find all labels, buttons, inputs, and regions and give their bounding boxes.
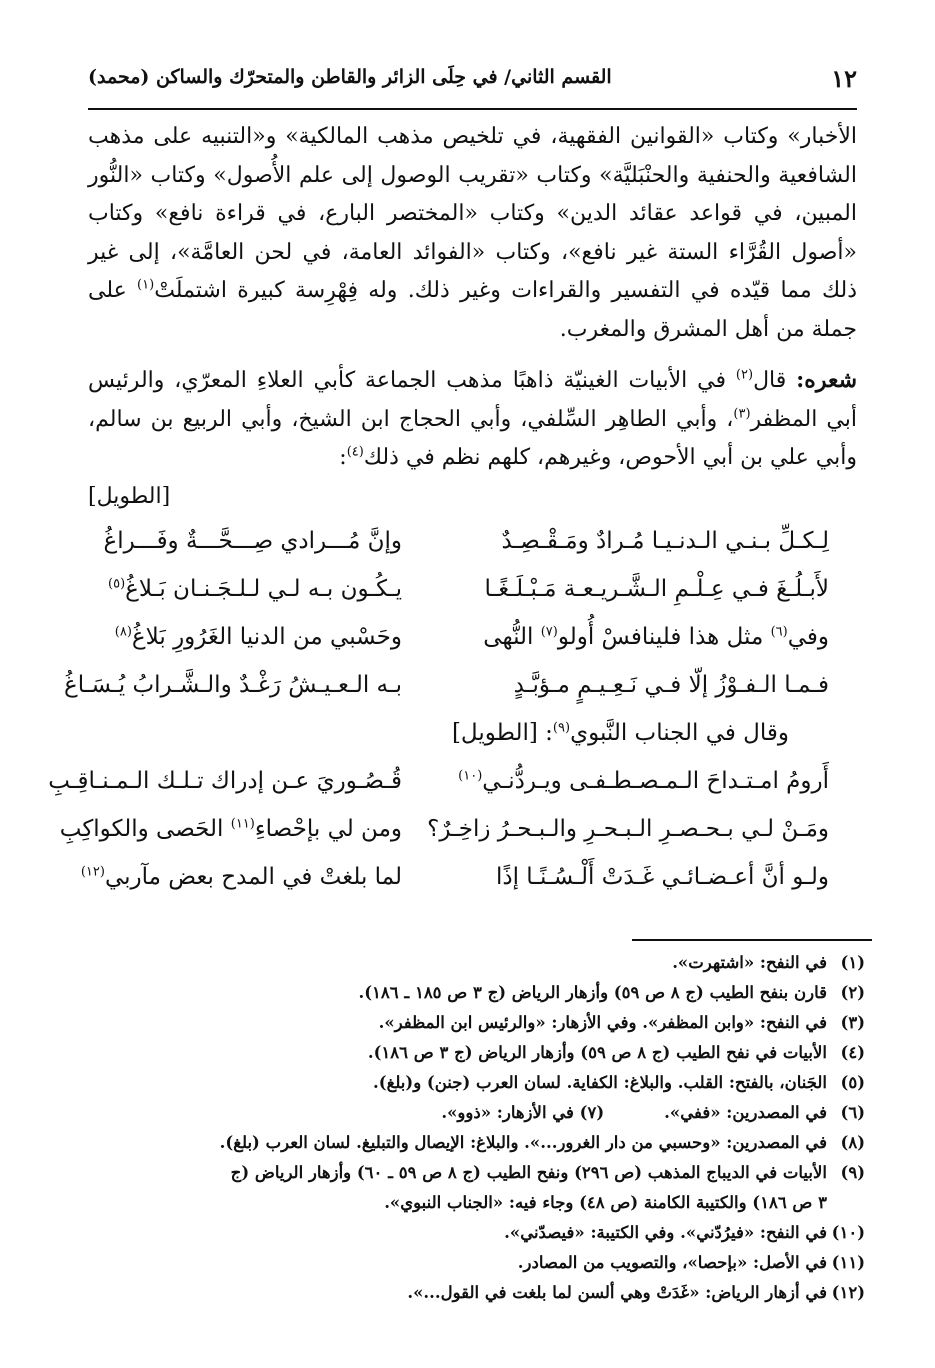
footnote-text: في النفح: «اشتهرت». [672, 953, 827, 972]
verse-first-hemistich [458, 768, 829, 794]
verse-first-hemistich [483, 624, 829, 650]
footnote-number: (٣) [840, 1013, 865, 1032]
text-line: على [88, 278, 127, 303]
footnote-ref: (٧) [540, 624, 558, 640]
hemistich-text: أَرومُ امـتـداحَ الـمـصـطـفـى ويـردُّنـي [482, 768, 829, 794]
verse-second-hemistich [60, 816, 402, 842]
hemistich-text: يـكُـون بـه لـي لـلـجَـنـان بَـلاغُ [125, 576, 402, 602]
footnotes [88, 948, 865, 1308]
footnote [88, 1248, 865, 1278]
paragraph-1 [88, 118, 857, 349]
footnote-number: (١١) [831, 1253, 865, 1272]
verse-second-hemistich: بـه الـعـيـشُ رَغْـدٌ والـشَّـرابُ يُـسَـاغُ [64, 672, 402, 698]
text-run: : [339, 445, 347, 470]
poetry-label: شعره: [796, 367, 858, 393]
hemistich-text: لما بلغتْ في المدح بعض مآربي [104, 864, 402, 890]
footnote [88, 1008, 865, 1038]
footnote-ref: (٦) [770, 624, 788, 640]
footnote-ref: (١) [137, 277, 155, 293]
footnote [88, 1278, 865, 1308]
poem-verse [64, 672, 857, 720]
poem-verse [80, 864, 857, 912]
poem-verse [88, 624, 857, 672]
text-line: جملة من أهل المشرق والمغرب. [559, 316, 857, 342]
footnote-ref: (٨) [114, 624, 132, 640]
text-line: ذلك مما قيّده في التفسير والقراءات وغير ذلك. وله فِهْرِسة كبيرة اشتملَتْ [154, 278, 857, 303]
verse-first-hemistich: لِـكـلِّ بـنـي الـدنـيـا مُـرادٌ ومَـقْـصِـدٌ [501, 528, 829, 554]
footnote-ref: (٤) [346, 444, 364, 460]
footnote-number: (١) [840, 953, 865, 972]
text-line: «أصول القُرَّاء الستة غير نافع»، وكتاب «الفوائد العامة، في لحن العامَّة»، إلى غير [88, 239, 857, 265]
footnote-text: الجَنان، بالفتح: القلب. والبلاغ: الكفاية. لسان العرب (جنن) و(بلغ). [373, 1073, 827, 1092]
page-header [88, 60, 857, 110]
text-line: الشافعية والحنفية والحنْبَليَّة» وكتاب «تقريب الوصول إلى علم الأُصول» وكتاب «النُّور [88, 162, 857, 188]
footnote-number: (٦) [840, 1103, 865, 1122]
footnote [88, 978, 865, 1008]
poems [48, 528, 857, 912]
footnote-number: (١٠) [831, 1223, 865, 1242]
poem2-intro [88, 720, 857, 768]
text-line: المبين، في قواعد عقائد الدين» وكتاب «المختصر البارع، في قراءة نافع» وكتاب [88, 201, 857, 226]
footnote-text: في الأصل: «بإحصا»، والتصويب من المصادر. [517, 1253, 827, 1272]
footnote-number: (١٢) [831, 1283, 865, 1302]
footnote-ref: (١٢) [80, 864, 105, 880]
meter-label: : [الطويل] [451, 720, 553, 746]
verse-second-hemistich [81, 864, 402, 890]
footnote-ref: (٣) [733, 406, 751, 422]
footnote [88, 1068, 865, 1098]
verse-second-hemistich [108, 576, 402, 602]
verse-second-hemistich [115, 624, 402, 650]
main-text [88, 118, 857, 516]
footnote-text: في أزهار الرياض: «غَدَتْ وهي ألسن لما بلغت في القول...». [407, 1283, 827, 1302]
footnote [88, 1098, 865, 1128]
footnote-ref: (٩) [552, 720, 571, 736]
poem-verse [59, 816, 857, 864]
footnote-number: (٤) [840, 1043, 865, 1062]
hemistich-text: وحَسْبي من الدنيا الغَرُورِ بَلاغُ [131, 624, 402, 650]
footnote-text: في المصدرين: «ففي». [664, 1103, 827, 1122]
poem-verse [48, 768, 857, 816]
text-run: ، وأبي الطاهِر السِّلفي، وأبي الحجاج ابن الشيخ، وأبي الربيع بن سالم، وأبي علي بن أبي الأحوص، وغيرهم، كلهم نظم في ذلك [88, 406, 857, 470]
meter-label: [الطويل] [88, 483, 171, 509]
footnote-text: الأبيات في نفح الطيب (ج ٨ ص ٥٩) وأزهار الرياض (ج ٣ ص ١٨٦). [367, 1043, 827, 1062]
footnote-text: قارن بنفح الطيب (ج ٨ ص ٥٩) وأزهار الرياض (ج ٣ ص ١٨٥ ـ ١٨٦). [358, 983, 827, 1002]
footnote-number: (٩) [840, 1163, 865, 1182]
intro-text: وقال في الجناب النَّبوي [570, 720, 789, 746]
poem-verse [88, 576, 857, 624]
hemistich-text: النُّهى [483, 624, 541, 650]
footnote-text: في النفح: «فيرُدّني». وفي الكتيبة: «فيصدّني». [504, 1223, 827, 1242]
hemistich-text: ومن لي بإحْصاءِ [254, 816, 402, 842]
hemistich-text: الحَصى والكواكِبِ [59, 816, 231, 842]
footnote-ref: (١١) [230, 816, 255, 832]
footnote-number: (٨) [840, 1133, 865, 1152]
footnote-number: (٢) [840, 983, 865, 1002]
verse-second-hemistich: وإنَّ مُـــرادي صِـــحَّـــةٌ وفَـــراغُ [103, 528, 402, 554]
verse-first-hemistich: ولـو أنَّ أعـضـائـي غَـدَتْ أَلْـسُـنًـا إذًا [495, 864, 829, 890]
footnote-text: الأبيات في الديباج المذهب (ص ٢٩٦) ونفح الطيب (ج ٨ ص ٥٩ ـ ٦٠) وأزهار الرياض (ج [230, 1163, 827, 1182]
footnote [88, 948, 865, 978]
footnote [88, 1158, 865, 1188]
hemistich-text: وفي [787, 624, 829, 650]
intro-line [452, 720, 789, 746]
paragraph-2 [88, 361, 857, 478]
text-run: في الأبيات الغينيّة ذاهبًا مذهب الجماعة كأبي العلاءِ المعرّي، والرئيس أبي المظفر [88, 368, 858, 432]
verse-first-hemistich: لأَبـلُـغَ فـي عِـلْـمِ الـشَّـريـعـة مَـبْـلَـغًـا [484, 576, 829, 602]
footnote-ref: (٢) [735, 367, 754, 383]
footnote [88, 1218, 865, 1248]
footnote-text: في المصدرين: «وحسبي من دار الغرور...». والبلاغ: الإيصال والتبليغ. لسان العرب (بلغ). [219, 1133, 827, 1152]
footnote-separator [632, 939, 872, 941]
verse-first-hemistich: فـمـا الـفـوْزُ إلّا فـي نَـعِـيـمٍ مـؤبَّـدٍ [513, 672, 829, 698]
footnote-text: في النفح: «وابن المظفر». وفي الأزهار: «والرئيس ابن المظفر». [378, 1013, 827, 1032]
footnote-ref: (٥) [108, 576, 126, 592]
footnote-number: (٧) [579, 1103, 605, 1122]
footnote-ref: (١٠) [458, 768, 483, 784]
poem-verse [88, 528, 857, 576]
footnote [88, 1128, 865, 1158]
page-number: ١٢ [831, 64, 857, 93]
verse-first-hemistich: ومَـنْ لـي بـحـصـرِ الـبـحـرِ والـبـحـرُ زاخِـرٌ؟ [427, 816, 829, 842]
text-run: قال [753, 368, 787, 393]
footnote-text: في الأزهار: «ذوو». [441, 1103, 574, 1122]
running-title: القسم الثاني/ في حِلَى الزائر والقاطن والمتحرّك والساكن (محمد) [88, 66, 612, 88]
hemistich-text: مثل هذا فلينافسْ أُولو [557, 624, 771, 650]
text-line: الأخبار» وكتاب «القوانين الفقهية، في تلخيص مذهب المالكية» و«التنبيه على مذهب [88, 124, 857, 149]
footnote [88, 1038, 865, 1068]
verse-second-hemistich: قُـصُـوريَ عـن إدراك تـلـك الـمـنـاقِـبِ [48, 768, 402, 794]
footnote-continuation: ٣ ص ١٨٦) والكتيبة الكامنة (ص ٤٨) وجاء فيه: «الجناب النبوي». [384, 1193, 827, 1212]
footnote-number: (٥) [840, 1073, 865, 1092]
